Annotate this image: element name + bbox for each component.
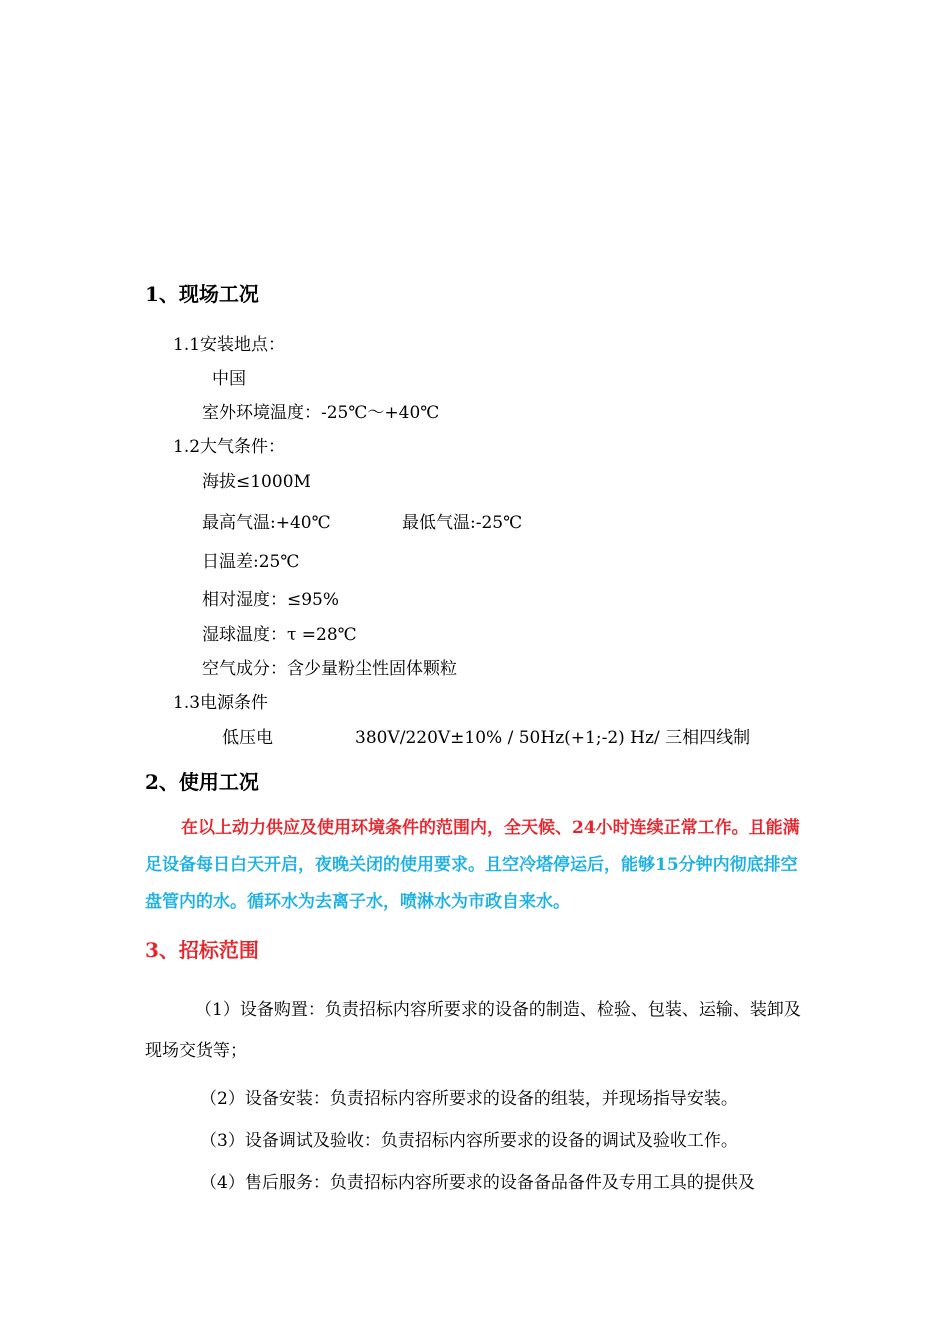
altitude: 海拔≤1000M (202, 472, 311, 492)
power-spec: 380V/220V±10% / 50Hz(+1;-2) Hz/ 三相四线制 (355, 728, 751, 748)
daily-temperature-difference: 日温差:25℃ (202, 552, 300, 572)
section-2-heading: 2、使用工况 (145, 770, 259, 794)
usage-text-cyan: 足设备每日白天开启，夜晚关闭的使用要求。且空冷塔停运后，能够15分钟内彻底排空盘管内的水。循环水为去离子水，喷淋水为市政自来水。 (145, 855, 798, 912)
install-location: 中国 (212, 369, 246, 389)
outdoor-temperature: 室外环境温度：-25℃～+40℃ (202, 403, 440, 423)
subsection-1-2: 1.2大气条件： (173, 437, 286, 457)
usage-text-red: 在以上动力供应及使用环境条件的范围内，全天候、24小时连续正常工作。且能满 (181, 818, 800, 838)
wet-bulb-temperature: 湿球温度：τ =28℃ (202, 625, 357, 645)
scope-item-1: （1）设备购置：负责招标内容所要求的设备的制造、检验、包装、运输、装卸及现场交货等； (145, 1000, 801, 1061)
section-3-heading: 3、招标范围 (145, 938, 259, 962)
power-label: 低压电 (222, 728, 273, 748)
section-1-heading: 1、现场工况 (145, 282, 259, 306)
air-composition: 空气成分：含少量粉尘性固体颗粒 (202, 659, 457, 679)
scope-item-3: （3）设备调试及验收：负责招标内容所要求的设备的调试及验收工作。 (200, 1131, 738, 1151)
max-temperature: 最高气温:+40℃ (202, 513, 331, 533)
scope-item-4: （4）售后服务：负责招标内容所要求的设备备品备件及专用工具的提供及 (200, 1173, 755, 1193)
scope-item-2: （2）设备安装：负责招标内容所要求的设备的组装，并现场指导安装。 (200, 1089, 738, 1109)
subsection-1-1: 1.1安装地点： (173, 335, 286, 355)
usage-paragraph (145, 810, 813, 921)
min-temperature: 最低气温:-25℃ (402, 513, 523, 533)
relative-humidity: 相对湿度：≤95% (202, 590, 340, 610)
subsection-1-3: 1.3电源条件 (173, 693, 269, 713)
